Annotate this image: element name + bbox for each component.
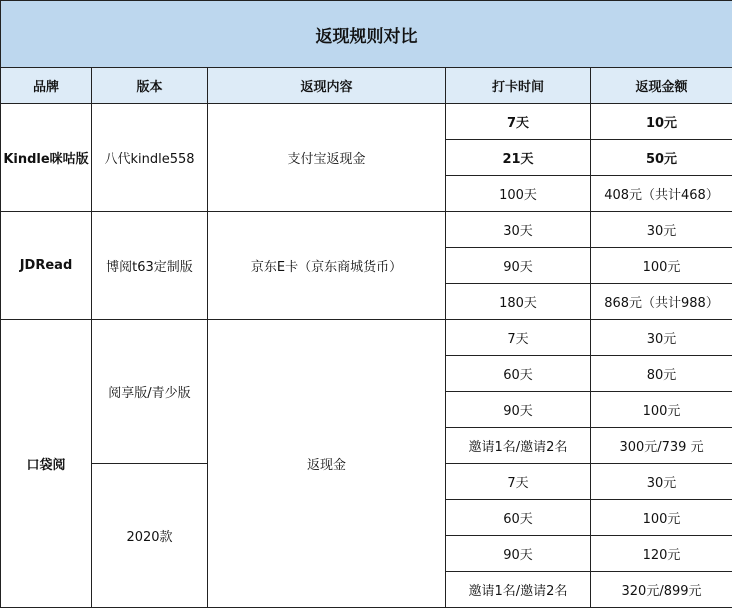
content-cell: 京东E卡（京东商城货币） bbox=[208, 212, 446, 320]
brand-cell: 口袋阅 bbox=[1, 320, 92, 608]
header-checkin-time: 打卡时间 bbox=[446, 68, 591, 104]
amount-cell: 100元 bbox=[591, 500, 732, 536]
amount-cell: 408元（共计468） bbox=[591, 176, 732, 212]
time-cell: 100天 bbox=[446, 176, 591, 212]
amount-cell: 10元 bbox=[591, 104, 732, 140]
content-cell: 支付宝返现金 bbox=[208, 104, 446, 212]
header-version: 版本 bbox=[92, 68, 208, 104]
header-amount: 返现金额 bbox=[591, 68, 732, 104]
content-cell: 返现金 bbox=[208, 320, 446, 608]
time-cell: 180天 bbox=[446, 284, 591, 320]
amount-cell: 100元 bbox=[591, 248, 732, 284]
amount-cell: 30元 bbox=[591, 464, 732, 500]
header-content: 返现内容 bbox=[208, 68, 446, 104]
version-cell: 博阅t63定制版 bbox=[92, 212, 208, 320]
time-cell: 邀请1名/邀请2名 bbox=[446, 428, 591, 464]
time-cell: 21天 bbox=[446, 140, 591, 176]
header-brand: 品牌 bbox=[1, 68, 92, 104]
amount-cell: 300元/739 元 bbox=[591, 428, 732, 464]
amount-cell: 30元 bbox=[591, 320, 732, 356]
version-cell: 八代kindle558 bbox=[92, 104, 208, 212]
table-row bbox=[1, 104, 732, 140]
time-cell: 7天 bbox=[446, 104, 591, 140]
amount-cell: 80元 bbox=[591, 356, 732, 392]
amount-cell: 320元/899元 bbox=[591, 572, 732, 608]
time-cell: 60天 bbox=[446, 356, 591, 392]
time-cell: 90天 bbox=[446, 248, 591, 284]
amount-cell: 50元 bbox=[591, 140, 732, 176]
time-cell: 90天 bbox=[446, 392, 591, 428]
time-cell: 90天 bbox=[446, 536, 591, 572]
time-cell: 30天 bbox=[446, 212, 591, 248]
amount-cell: 868元（共计988） bbox=[591, 284, 732, 320]
time-cell: 邀请1名/邀请2名 bbox=[446, 572, 591, 608]
amount-cell: 100元 bbox=[591, 392, 732, 428]
brand-cell: Kindle咪咕版 bbox=[1, 104, 92, 212]
brand-cell: JDRead bbox=[1, 212, 92, 320]
table-row bbox=[1, 320, 732, 356]
amount-cell: 120元 bbox=[591, 536, 732, 572]
table-title: 返现规则对比 bbox=[1, 1, 732, 68]
version-cell: 阅享版/青少版 bbox=[92, 320, 208, 464]
time-cell: 7天 bbox=[446, 320, 591, 356]
time-cell: 60天 bbox=[446, 500, 591, 536]
table-row bbox=[1, 212, 732, 248]
version-cell: 2020款 bbox=[92, 464, 208, 608]
amount-cell: 30元 bbox=[591, 212, 732, 248]
time-cell: 7天 bbox=[446, 464, 591, 500]
